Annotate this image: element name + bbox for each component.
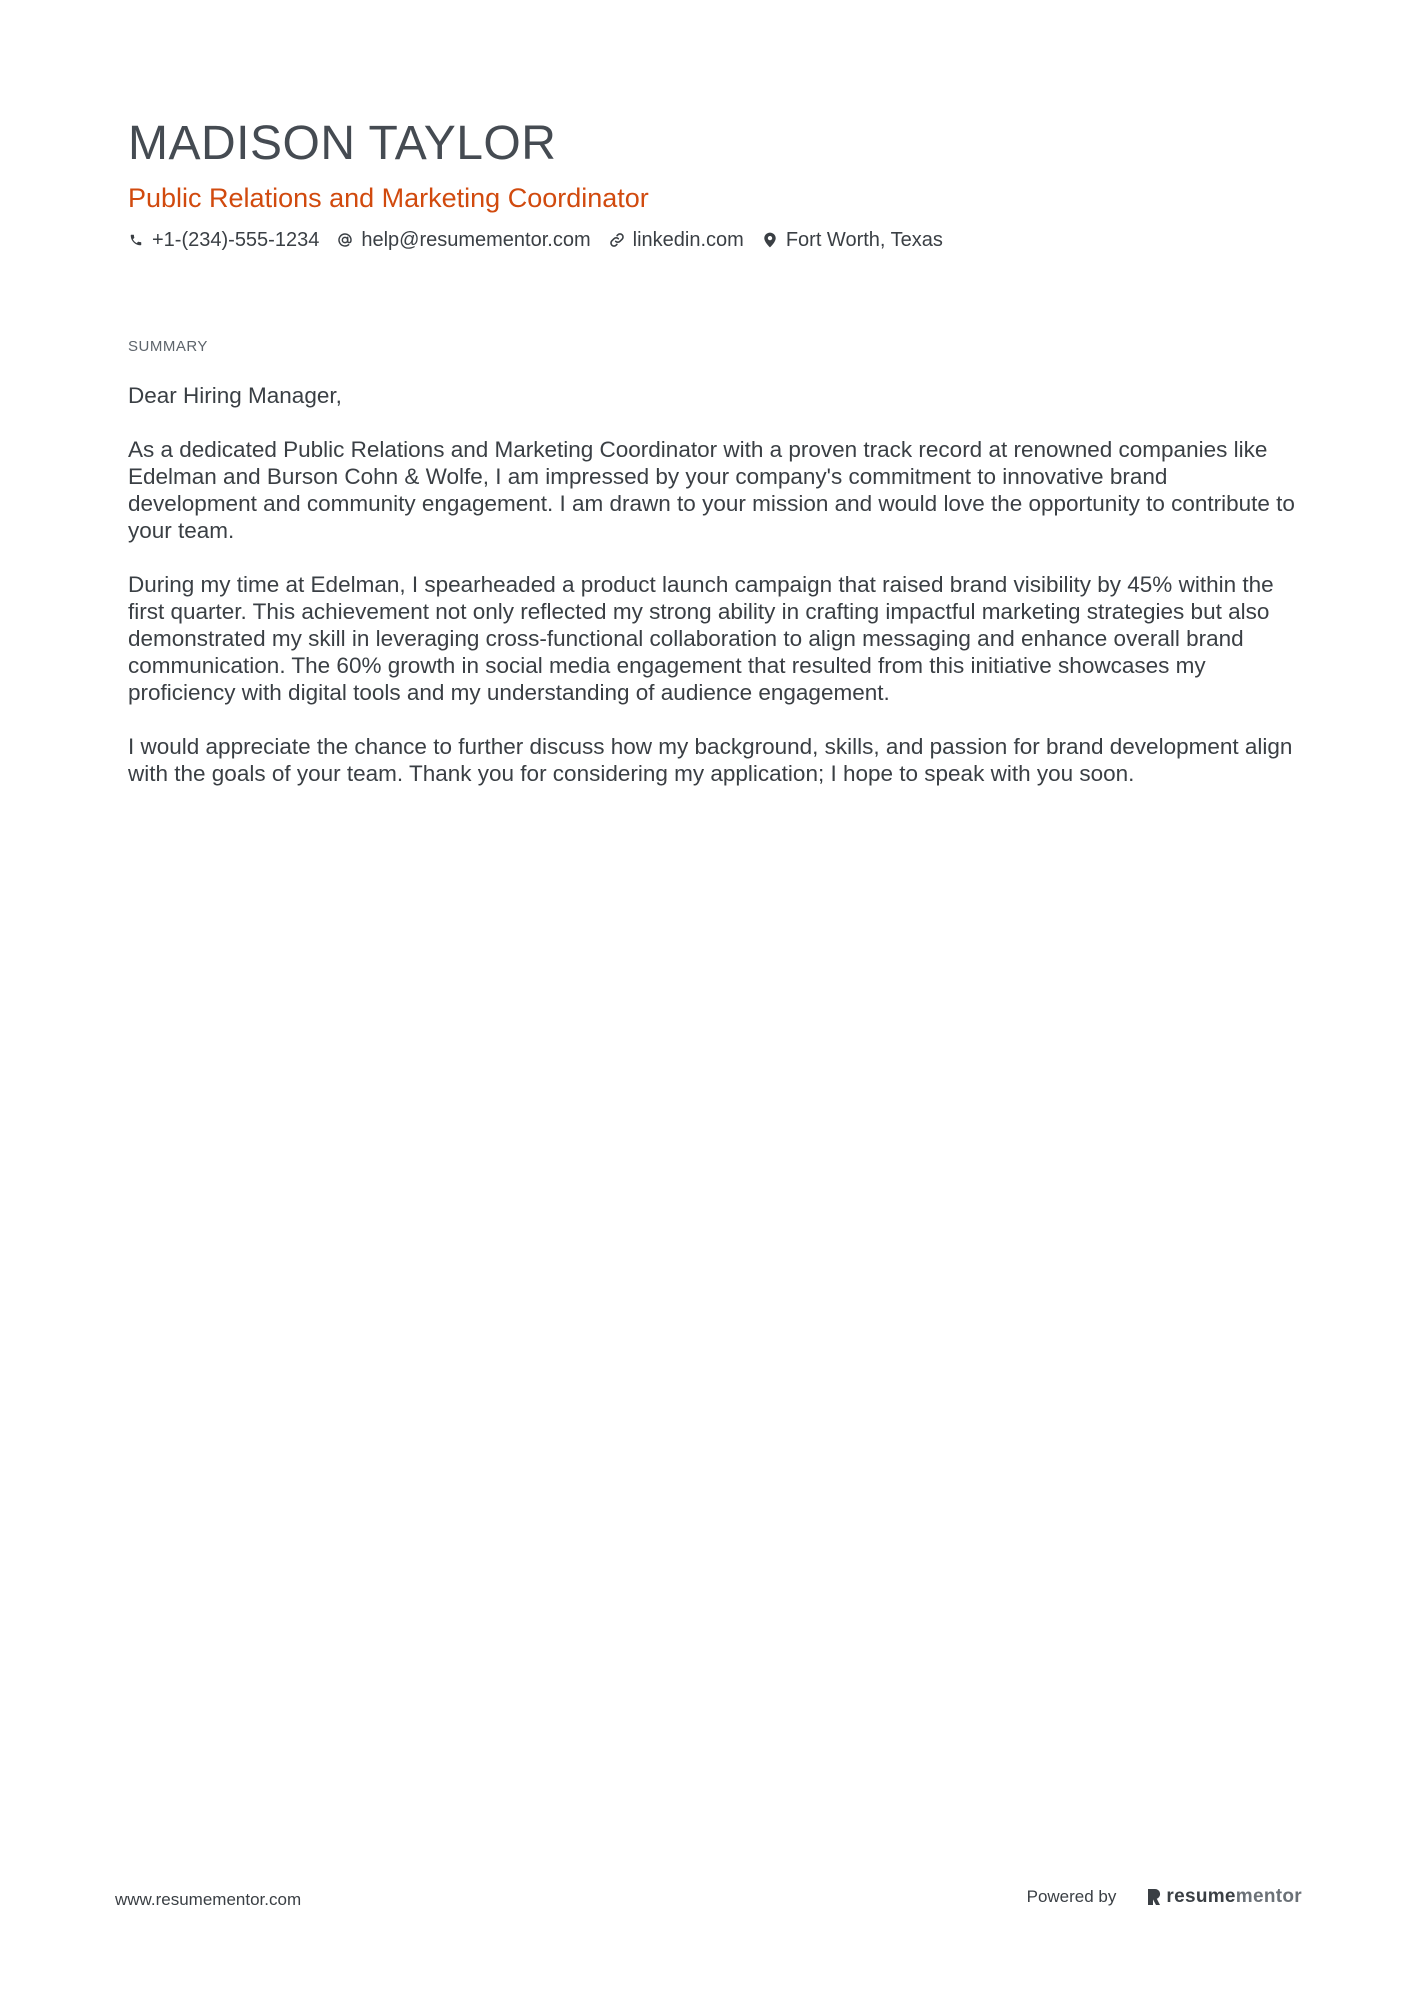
footer-website-link[interactable]: www.resumementor.com [115,1890,302,1909]
footer-branding [1027,1886,1302,1908]
at-icon [337,232,353,248]
section-heading-summary: SUMMARY [128,338,208,355]
phone-icon [128,232,144,248]
brand-logo-text-mentor: mentor [1235,1886,1302,1907]
contact-linkedin[interactable] [609,229,744,252]
contact-linkedin-text: linkedin.com [632,228,744,251]
link-icon [609,232,625,248]
letter-greeting: Dear Hiring Manager, [128,383,342,408]
contact-location [762,229,943,252]
letter-paragraph: I would appreciate the chance to further discuss how my background, skills, and passion for brand development align with the goals of your team. Thank you for considering my application; I hope to speak with you soon. [128,734,1293,786]
contact-email-text: help@resumementor.com [361,228,591,251]
brand-logo[interactable] [1146,1886,1302,1908]
candidate-name: MADISON TAYLOR [128,117,557,170]
letter-paragraph: During my time at Edelman, I spearheaded a product launch campaign that raised brand visibility by 45% within the first quarter. This achievement not only reflected my strong ability in crafting impactful marketing strategies but also demonstrated my skill in leveraging cross-functional collaboration to align messaging and enhance overall brand communication. The 60% growth in social media engagement that resulted from this initiative showcases my proficiency with digital tools and my understanding of audience engagement. [128,572,1274,705]
brand-logo-text-resume: resume [1166,1886,1236,1907]
contact-phone-text: +1-(234)-555-1234 [152,228,320,251]
location-pin-icon [762,232,778,248]
cover-letter-body [128,382,1300,814]
job-title: Public Relations and Marketing Coordinator [128,183,649,213]
contact-email[interactable] [337,229,590,252]
contact-phone[interactable] [128,229,319,252]
powered-by-label: Powered by [1026,1887,1117,1906]
contact-location-text: Fort Worth, Texas [785,228,943,251]
contact-bar [128,224,961,256]
brand-logo-icon [1146,1887,1162,1907]
letter-paragraph: As a dedicated Public Relations and Marketing Coordinator with a proven track record at renowned companies like Edelman and Burson Cohn & Wolfe, I am impressed by your company's commitment to innovative brand development and community engagement. I am drawn to your mission and would love the opportunity to contribute to your team. [128,437,1295,543]
